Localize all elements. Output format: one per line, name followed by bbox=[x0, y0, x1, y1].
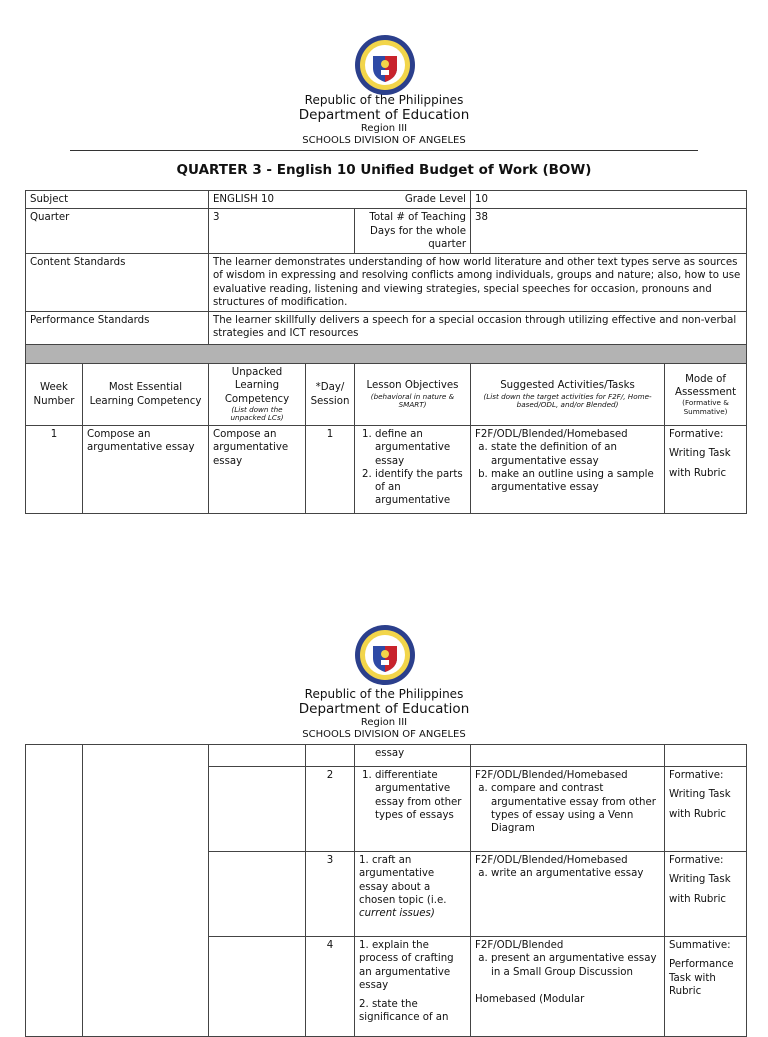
bow-table bbox=[25, 190, 747, 514]
carry-over-cell: essay bbox=[355, 745, 471, 767]
activities-cell: F2F/ODL/Blended/Homebased a. compare and contrast argumentative essay from other types of essay using a Venn Diagram bbox=[471, 767, 665, 852]
activities-cell: F2F/ODL/Blended a. present an argumentative essay in a Small Group Discussion Homebased (Modular bbox=[471, 937, 665, 1037]
col-activities: Suggested Activities/Tasks (List down the target activities for F2F/, Home-based/ODL, and/or Blended) bbox=[471, 364, 665, 426]
separator-row bbox=[26, 345, 747, 364]
division-text: SCHOOLS DIVISION OF ANGELES bbox=[302, 134, 466, 146]
list-item: a. present an argumentative essay in a Small Group Discussion bbox=[491, 952, 660, 979]
grade-value: 10 bbox=[471, 191, 747, 209]
list-item: a. state the definition of an argumentative essay bbox=[491, 441, 660, 468]
col-objectives: Lesson Objectives (behavioral in nature & SMART) bbox=[355, 364, 471, 426]
col-mode: Mode of Assessment (Formative & Summative) bbox=[665, 364, 747, 426]
region-text: Region III bbox=[360, 123, 408, 135]
quarter-row bbox=[26, 209, 747, 254]
activities-cell: F2F/ODL/Blended/Homebased a. write an argumentative essay bbox=[471, 852, 665, 937]
mode-cell: Summative: Performance Task with Rubric bbox=[665, 937, 747, 1037]
page-title: QUARTER 3 - English 10 Unified Budget of Work (BOW) bbox=[176, 162, 592, 178]
grade-label: Grade Level bbox=[404, 194, 467, 205]
content-value: The learner demonstrates understanding of how world literature and other text types serve as sources of wisdom in expressing and resolving conflicts among individuals, groups and nature; also, how to use evaluative reading, listening and viewing strategies, special speeches for occasion, pronouns and structures of modification. bbox=[209, 254, 747, 312]
days-value: 38 bbox=[471, 209, 747, 254]
republic-text: Republic of the Philippines bbox=[304, 93, 464, 107]
col-unpacked: Unpacked Learning Competency (List down the unpacked LCs) bbox=[209, 364, 306, 426]
letterhead: Republic of the Philippines Department of Education Region III SCHOOLS DIVISION OF ANGELES bbox=[298, 687, 470, 740]
content-standards-row bbox=[26, 254, 747, 312]
list-item: b. make an outline using a sample argumentative essay bbox=[491, 468, 660, 495]
department-text: Department of Education bbox=[298, 106, 470, 123]
list-item: 1. differentiate argumentative essay from other types of essays bbox=[375, 769, 466, 822]
day-cell: 4 bbox=[306, 937, 355, 1037]
days-label: Total # of Teaching Days for the whole quarter bbox=[355, 209, 471, 254]
melc-cell: Compose an argumentative essay bbox=[83, 426, 209, 514]
quarter-label: Quarter bbox=[26, 209, 209, 254]
mode-cell: Formative: Writing Task with Rubric bbox=[665, 426, 747, 514]
deped-seal-icon bbox=[354, 34, 416, 96]
unpacked-cell: Compose an argumentative essay bbox=[209, 426, 306, 514]
quarter-value: 3 bbox=[209, 209, 355, 254]
activities-cell: F2F/ODL/Blended/Homebased a. state the definition of an argumentative essay b. make an outline using a sample argumentative essay bbox=[471, 426, 665, 514]
col-week: Week Number bbox=[26, 364, 83, 426]
subject-value: ENGLISH 10 bbox=[213, 194, 274, 205]
objectives-cell: 1. craft an argumentative essay about a chosen topic (i.e. current issues) bbox=[355, 852, 471, 937]
day-cell: 2 bbox=[306, 767, 355, 852]
col-day: *Day/ Session bbox=[306, 364, 355, 426]
objectives-cell: 1. explain the process of crafting an argumentative essay 2. state the significance of an bbox=[355, 937, 471, 1037]
table-row bbox=[26, 745, 747, 767]
header-rule bbox=[70, 150, 698, 151]
day-cell: 3 bbox=[306, 852, 355, 937]
performance-standards-row bbox=[26, 312, 747, 345]
objectives-cell bbox=[355, 426, 471, 514]
mode-cell: Formative: Writing Task with Rubric bbox=[665, 852, 747, 937]
deped-seal-icon bbox=[354, 624, 416, 686]
week-cell: 1 bbox=[26, 426, 83, 514]
list-item: 1. define an argumentative essay bbox=[375, 428, 466, 468]
list-item: a. write an argumentative essay bbox=[491, 867, 660, 880]
list-item: 2. identify the parts of an argumentative bbox=[375, 468, 466, 508]
table-row bbox=[26, 426, 747, 514]
col-melc: Most Essential Learning Competency bbox=[83, 364, 209, 426]
objectives-cell bbox=[355, 767, 471, 852]
bow-table-continued bbox=[25, 744, 747, 1037]
subject-label: Subject bbox=[26, 191, 209, 209]
performance-value: The learner skillfully delivers a speech for a special occasion through utilizing effective and non-verbal strategies and ICT resources bbox=[209, 312, 747, 345]
letterhead bbox=[0, 94, 768, 146]
subject-row bbox=[26, 191, 747, 209]
list-item: a. compare and contrast argumentative essay from other types of essay using a Venn Diagram bbox=[491, 782, 660, 835]
mode-cell: Formative: Writing Task with Rubric bbox=[665, 767, 747, 852]
performance-label: Performance Standards bbox=[26, 312, 209, 345]
day-cell: 1 bbox=[306, 426, 355, 514]
column-header-row bbox=[26, 364, 747, 426]
content-label: Content Standards bbox=[26, 254, 209, 312]
page-2 bbox=[0, 590, 768, 1024]
